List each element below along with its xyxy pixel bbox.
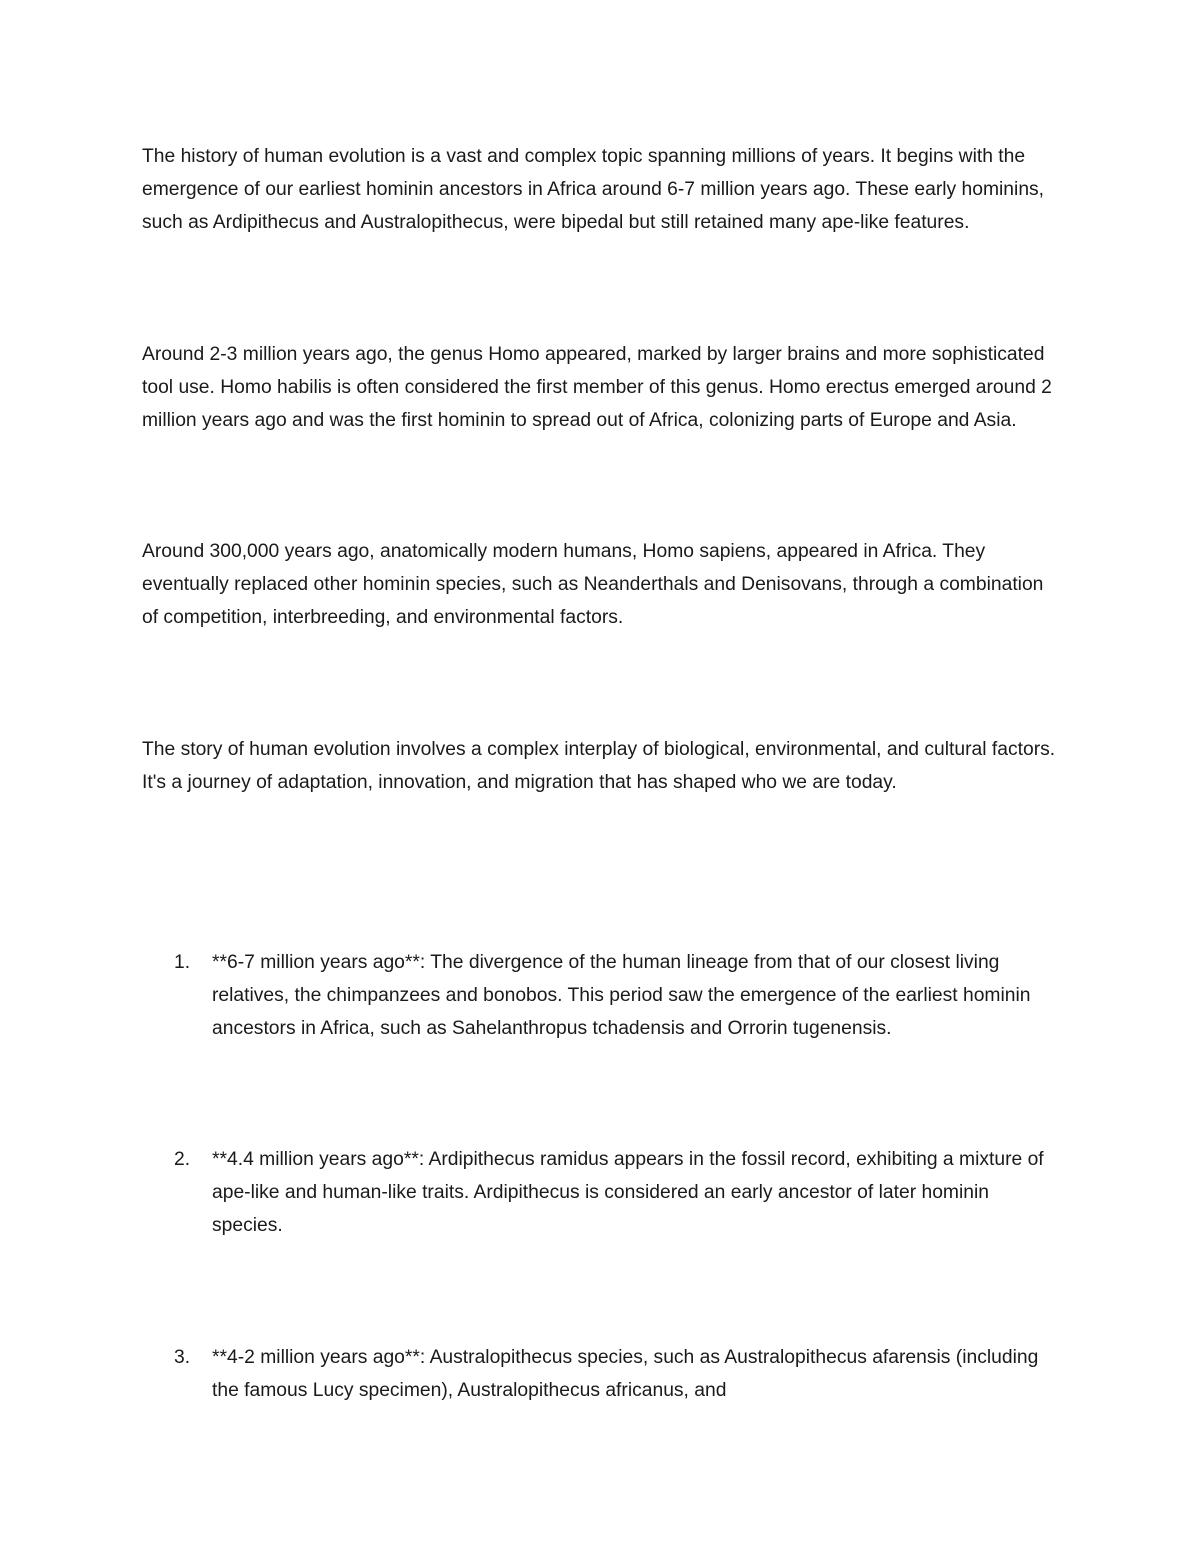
list-item-text: **4-2 million years ago**: Australopithecus species, such as Australopithecus afarensis (including the famous Lucy specimen), Australopithecus africanus, and — [212, 1347, 1039, 1401]
paragraph-genus-homo: Around 2-3 million years ago, the genus Homo appeared, marked by larger brains and more sophisticated tool use. Homo habilis is often considered the first member of this genus. Homo erectus emerged around 2 million years ago and was the first hominin to spread out of Africa, colonizing parts of Europe and Asia. — [142, 344, 1052, 431]
list-item-text: **4.4 million years ago**: Ardipithecus ramidus appears in the fossil record, exhibiting a mixture of ape-like and human-like traits. Ardipithecus is considered an early ancestor of later hominin species. — [212, 1149, 1044, 1236]
list-item-number: 2. — [174, 1149, 191, 1170]
paragraph-intro: The history of human evolution is a vast and complex topic spanning millions of years. It begins with the emergence of our earliest hominin ancestors in Africa around 6-7 million years ago. These early hominins, such as Ardipithecus and Australopithecus, were bipedal but still retained many ape-like features. — [142, 146, 1045, 233]
paragraph-conclusion: The story of human evolution involves a complex interplay of biological, environmental, and cultural factors. It's a journey of adaptation, innovation, and migration that has shaped who we are today. — [142, 739, 1056, 793]
list-item-number: 1. — [174, 952, 191, 973]
list-item-number: 3. — [174, 1347, 191, 1368]
list-item-text: **6-7 million years ago**: The divergence of the human lineage from that of our closest living relatives, the chimpanzees and bonobos. This period saw the emergence of the earliest hominin ancestors in Africa, such as Sahelanthropus tchadensis and Orrorin tugenensis. — [212, 952, 1031, 1039]
paragraph-homo-sapiens: Around 300,000 years ago, anatomically modern humans, Homo sapiens, appeared in Africa. They eventually replaced other hominin species, such as Neanderthals and Denisovans, through a combination of competition, interbreeding, and environmental factors. — [142, 541, 1044, 628]
